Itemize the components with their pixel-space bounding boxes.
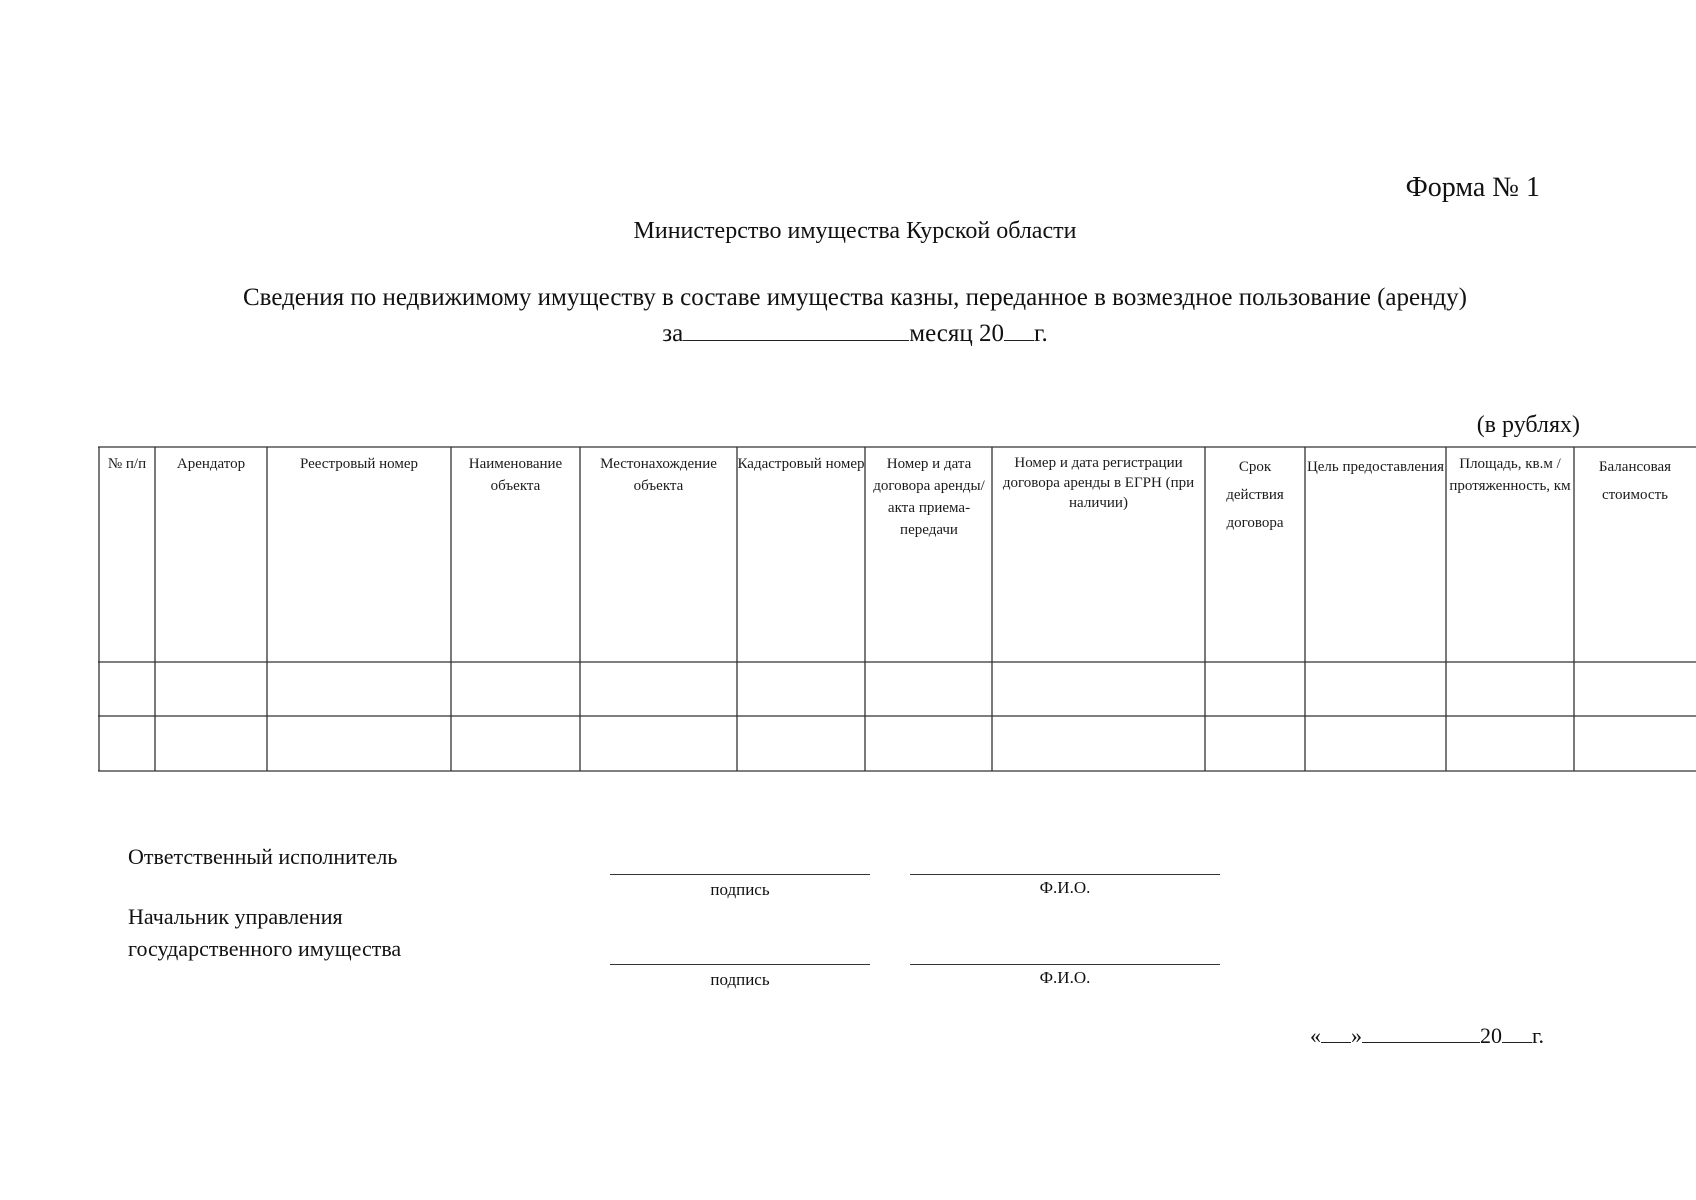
form-number: Форма № 1 (1405, 172, 1540, 203)
reporting-period (0, 318, 1696, 348)
col-header-cadastral-number: Кадастровый номер (737, 456, 865, 472)
period-year-blank[interactable] (1004, 318, 1034, 341)
date-year-prefix: 20 (1480, 1023, 1502, 1048)
responsible-signature-line[interactable] (610, 874, 870, 875)
period-prefix: за (662, 320, 684, 347)
col-header-number: № п/п (107, 456, 147, 472)
responsible-executor-label: Ответственный исполнитель (128, 844, 398, 869)
head-title-line2: государственного имущества (128, 936, 402, 961)
period-suffix: г. (1034, 320, 1048, 347)
ministry-name: Министерство имущества Курской области (633, 218, 1077, 244)
head-title-line1: Начальник управления (128, 904, 343, 929)
col-header-contract-number-date: Номер и дата договора аренды/акта приема-передачи (873, 456, 985, 538)
date-year-blank[interactable] (1502, 1022, 1532, 1043)
col-header-book-value: Балансовая стоимость (1598, 459, 1672, 503)
head-signature-line[interactable] (610, 964, 870, 965)
head-signature-caption: подпись (710, 970, 770, 989)
date-field (1310, 1022, 1590, 1049)
responsible-name-line[interactable] (910, 874, 1220, 875)
document-title: Сведения по недвижимому имуществу в составе имущества казны, переданное в возмездное пользование (аренду) (242, 284, 1468, 311)
period-month-blank[interactable] (683, 318, 909, 341)
col-header-registry-number: Реестровый номер (299, 456, 419, 472)
responsible-name-caption: Ф.И.О. (1039, 878, 1091, 897)
col-header-contract-term: Срок действия договора (1226, 459, 1284, 531)
date-month-blank[interactable] (1362, 1022, 1480, 1043)
date-open-quote: « (1310, 1023, 1321, 1048)
col-header-object-name: Наименование объекта (468, 456, 563, 494)
responsible-signature-caption: подпись (710, 880, 770, 899)
col-header-area-length: Площадь, кв.м / протяженность, км (1449, 456, 1571, 494)
col-header-tenant: Арендатор (176, 456, 246, 472)
property-table (98, 446, 1696, 773)
date-day-blank[interactable] (1321, 1022, 1351, 1043)
head-name-line[interactable] (910, 964, 1220, 965)
units-note: (в рублях) (1476, 412, 1580, 438)
col-header-purpose: Цель предоставления (1306, 459, 1445, 475)
head-name-caption: Ф.И.О. (1039, 968, 1091, 987)
col-header-egrn-registration: Номер и дата регистрации договора аренды в ЕГРН (при наличии) (1002, 455, 1195, 511)
period-month-label: месяц 20 (909, 320, 1005, 347)
date-suffix: г. (1532, 1023, 1545, 1048)
date-close-quote: » (1351, 1023, 1362, 1048)
col-header-object-location: Местонахождение объекта (600, 456, 717, 494)
